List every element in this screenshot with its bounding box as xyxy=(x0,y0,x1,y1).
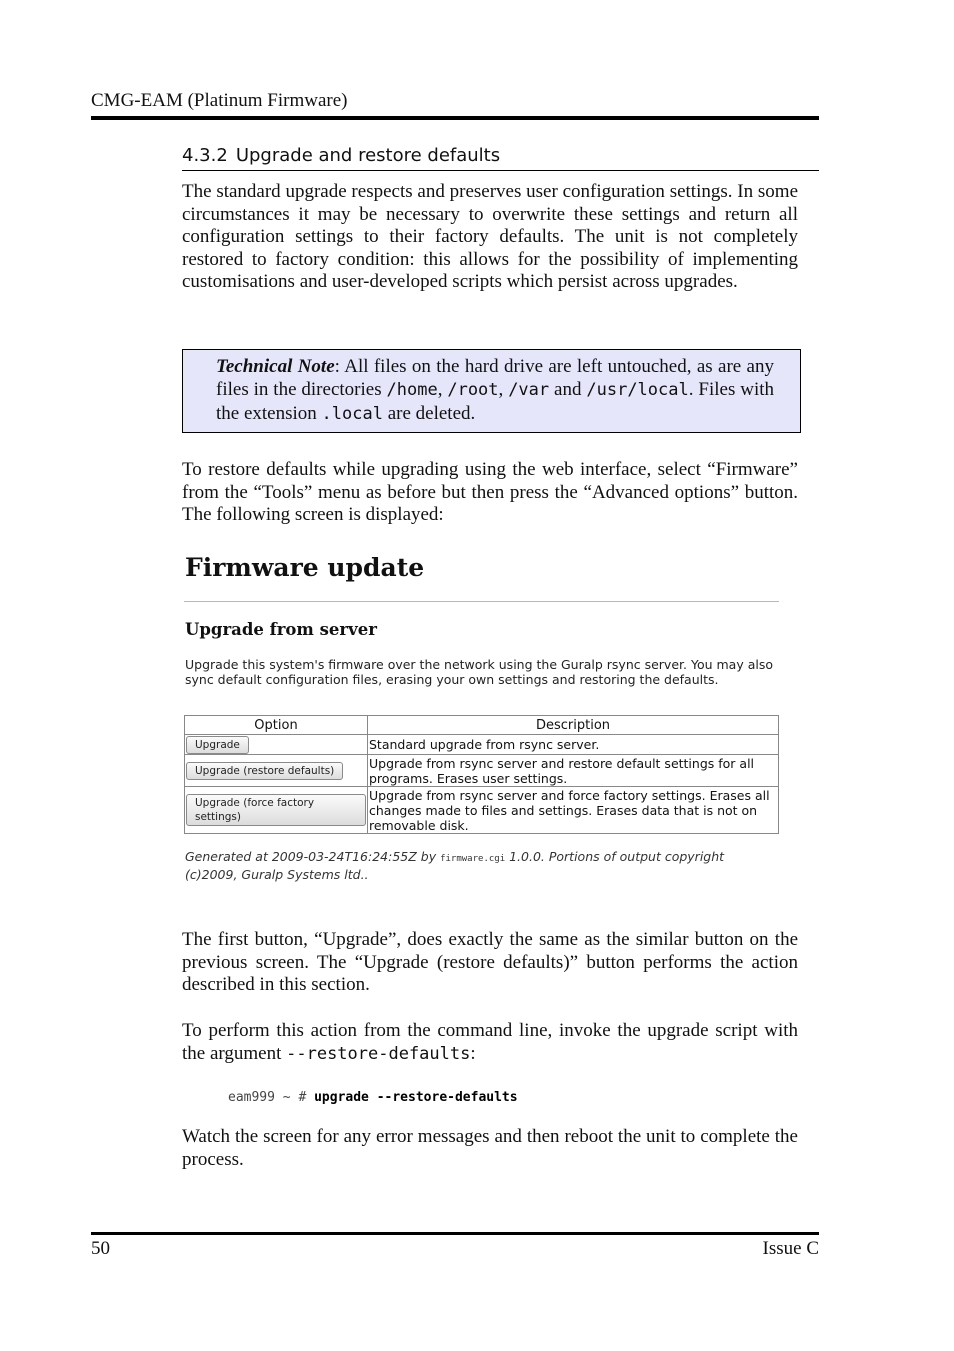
section-title: Upgrade and restore defaults xyxy=(235,145,501,166)
section-rule xyxy=(182,170,819,171)
upgrade-force-factory-button[interactable]: Upgrade (force factory settings) xyxy=(186,794,366,826)
watch-paragraph: Watch the screen for any error messages and then reboot the unit to complete the process. xyxy=(182,1126,798,1170)
upgrade-from-server-heading: Upgrade from server xyxy=(185,620,377,639)
note-sep-2: , xyxy=(498,379,509,400)
note-sep-1: , xyxy=(437,379,448,400)
description-cell: Standard upgrade from rsync server. xyxy=(368,735,779,755)
note-text-2: . Files with the extension xyxy=(216,379,775,424)
header-rule xyxy=(91,116,819,120)
firmware-update-title: Firmware update xyxy=(185,553,425,582)
column-header-description: Description xyxy=(368,716,779,735)
section-heading xyxy=(182,145,500,166)
column-header-option: Option xyxy=(185,716,368,735)
first-button-paragraph: The first button, “Upgrade”, does exactly the same as the similar button on the previous screen. The “Upgrade (restore defaults)” button performs the action described in this section. xyxy=(182,929,798,995)
description-cell: Upgrade from rsync server and restore default settings for all programs. Erases user settings. xyxy=(368,755,779,787)
table-row xyxy=(185,755,779,787)
command-line-end: : xyxy=(470,1042,476,1064)
section-number: 4.3.2 xyxy=(182,145,228,166)
upgrade-description: Upgrade this system's firmware over the network using the Guralp rsync server. You may also sync default configuration files, erasing your own settings and restoring the defaults. xyxy=(185,657,773,687)
description-cell: Upgrade from rsync server and force factory settings. Erases all changes made to files and settings. Erases data that is not on removable disk. xyxy=(368,787,779,834)
intro-paragraph: The standard upgrade respects and preserves user configuration settings. In some circumstances it may be necessary to overwrite these settings and return all configuration settings to their factory defaults. The unit is not completely restored to factory condition: this allows for the possibility of implementing customisations and user-developed scripts which persist across upgrades. xyxy=(182,181,798,292)
issue-label: Issue C xyxy=(762,1238,819,1259)
footer-rule xyxy=(91,1232,819,1235)
technical-note-text xyxy=(216,355,774,426)
upgrade-restore-defaults-button[interactable]: Upgrade (restore defaults) xyxy=(186,762,343,780)
command-line-paragraph xyxy=(182,1020,798,1065)
dir-usr-local: /usr/local xyxy=(586,380,689,400)
command-example xyxy=(228,1090,518,1105)
command-line-text: To perform this action from the command line, invoke the upgrade script with the argument xyxy=(182,1020,798,1064)
table-row xyxy=(185,735,779,755)
upgrade-button[interactable]: Upgrade xyxy=(186,736,249,754)
shell-command: upgrade --restore-defaults xyxy=(314,1090,518,1105)
option-cell xyxy=(185,787,368,834)
note-sep-3: and xyxy=(549,379,587,400)
table-header-row xyxy=(185,716,779,735)
firmware-title-rule xyxy=(184,601,779,602)
page-number: 50 xyxy=(91,1238,110,1259)
generated-footer xyxy=(185,849,775,882)
copyright-text: 1.0.0. Portions of output copyright (c)2009, Guralp Systems ltd.. xyxy=(185,849,725,882)
option-cell xyxy=(185,735,368,755)
option-cell xyxy=(185,755,368,787)
table-row xyxy=(185,787,779,834)
shell-prompt: eam999 ~ # xyxy=(228,1090,315,1105)
note-text-1: : All files on the hard drive are left untouched, as are any files in the directories xyxy=(216,356,774,400)
upgrade-options-table xyxy=(184,715,779,834)
dir-root: /root xyxy=(447,380,499,400)
technical-note-label: Technical Note xyxy=(216,356,335,377)
cgi-name: firmware.cgi xyxy=(440,854,506,864)
ext-local: .local xyxy=(321,404,383,424)
dir-home: /home xyxy=(386,380,438,400)
running-header: CMG-EAM (Platinum Firmware) xyxy=(91,90,348,111)
dir-var: /var xyxy=(508,380,550,400)
technical-note-box xyxy=(182,349,801,433)
note-text-3: are deleted. xyxy=(382,403,476,424)
restore-paragraph: To restore defaults while upgrading using the web interface, select “Firmware” from the “Tools” menu as before but then press the “Advanced options” button. The following screen is displayed: xyxy=(182,459,798,525)
restore-defaults-argument: --restore-defaults xyxy=(286,1043,471,1064)
generated-text: Generated at 2009-03-24T16:24:55Z by xyxy=(185,849,441,864)
